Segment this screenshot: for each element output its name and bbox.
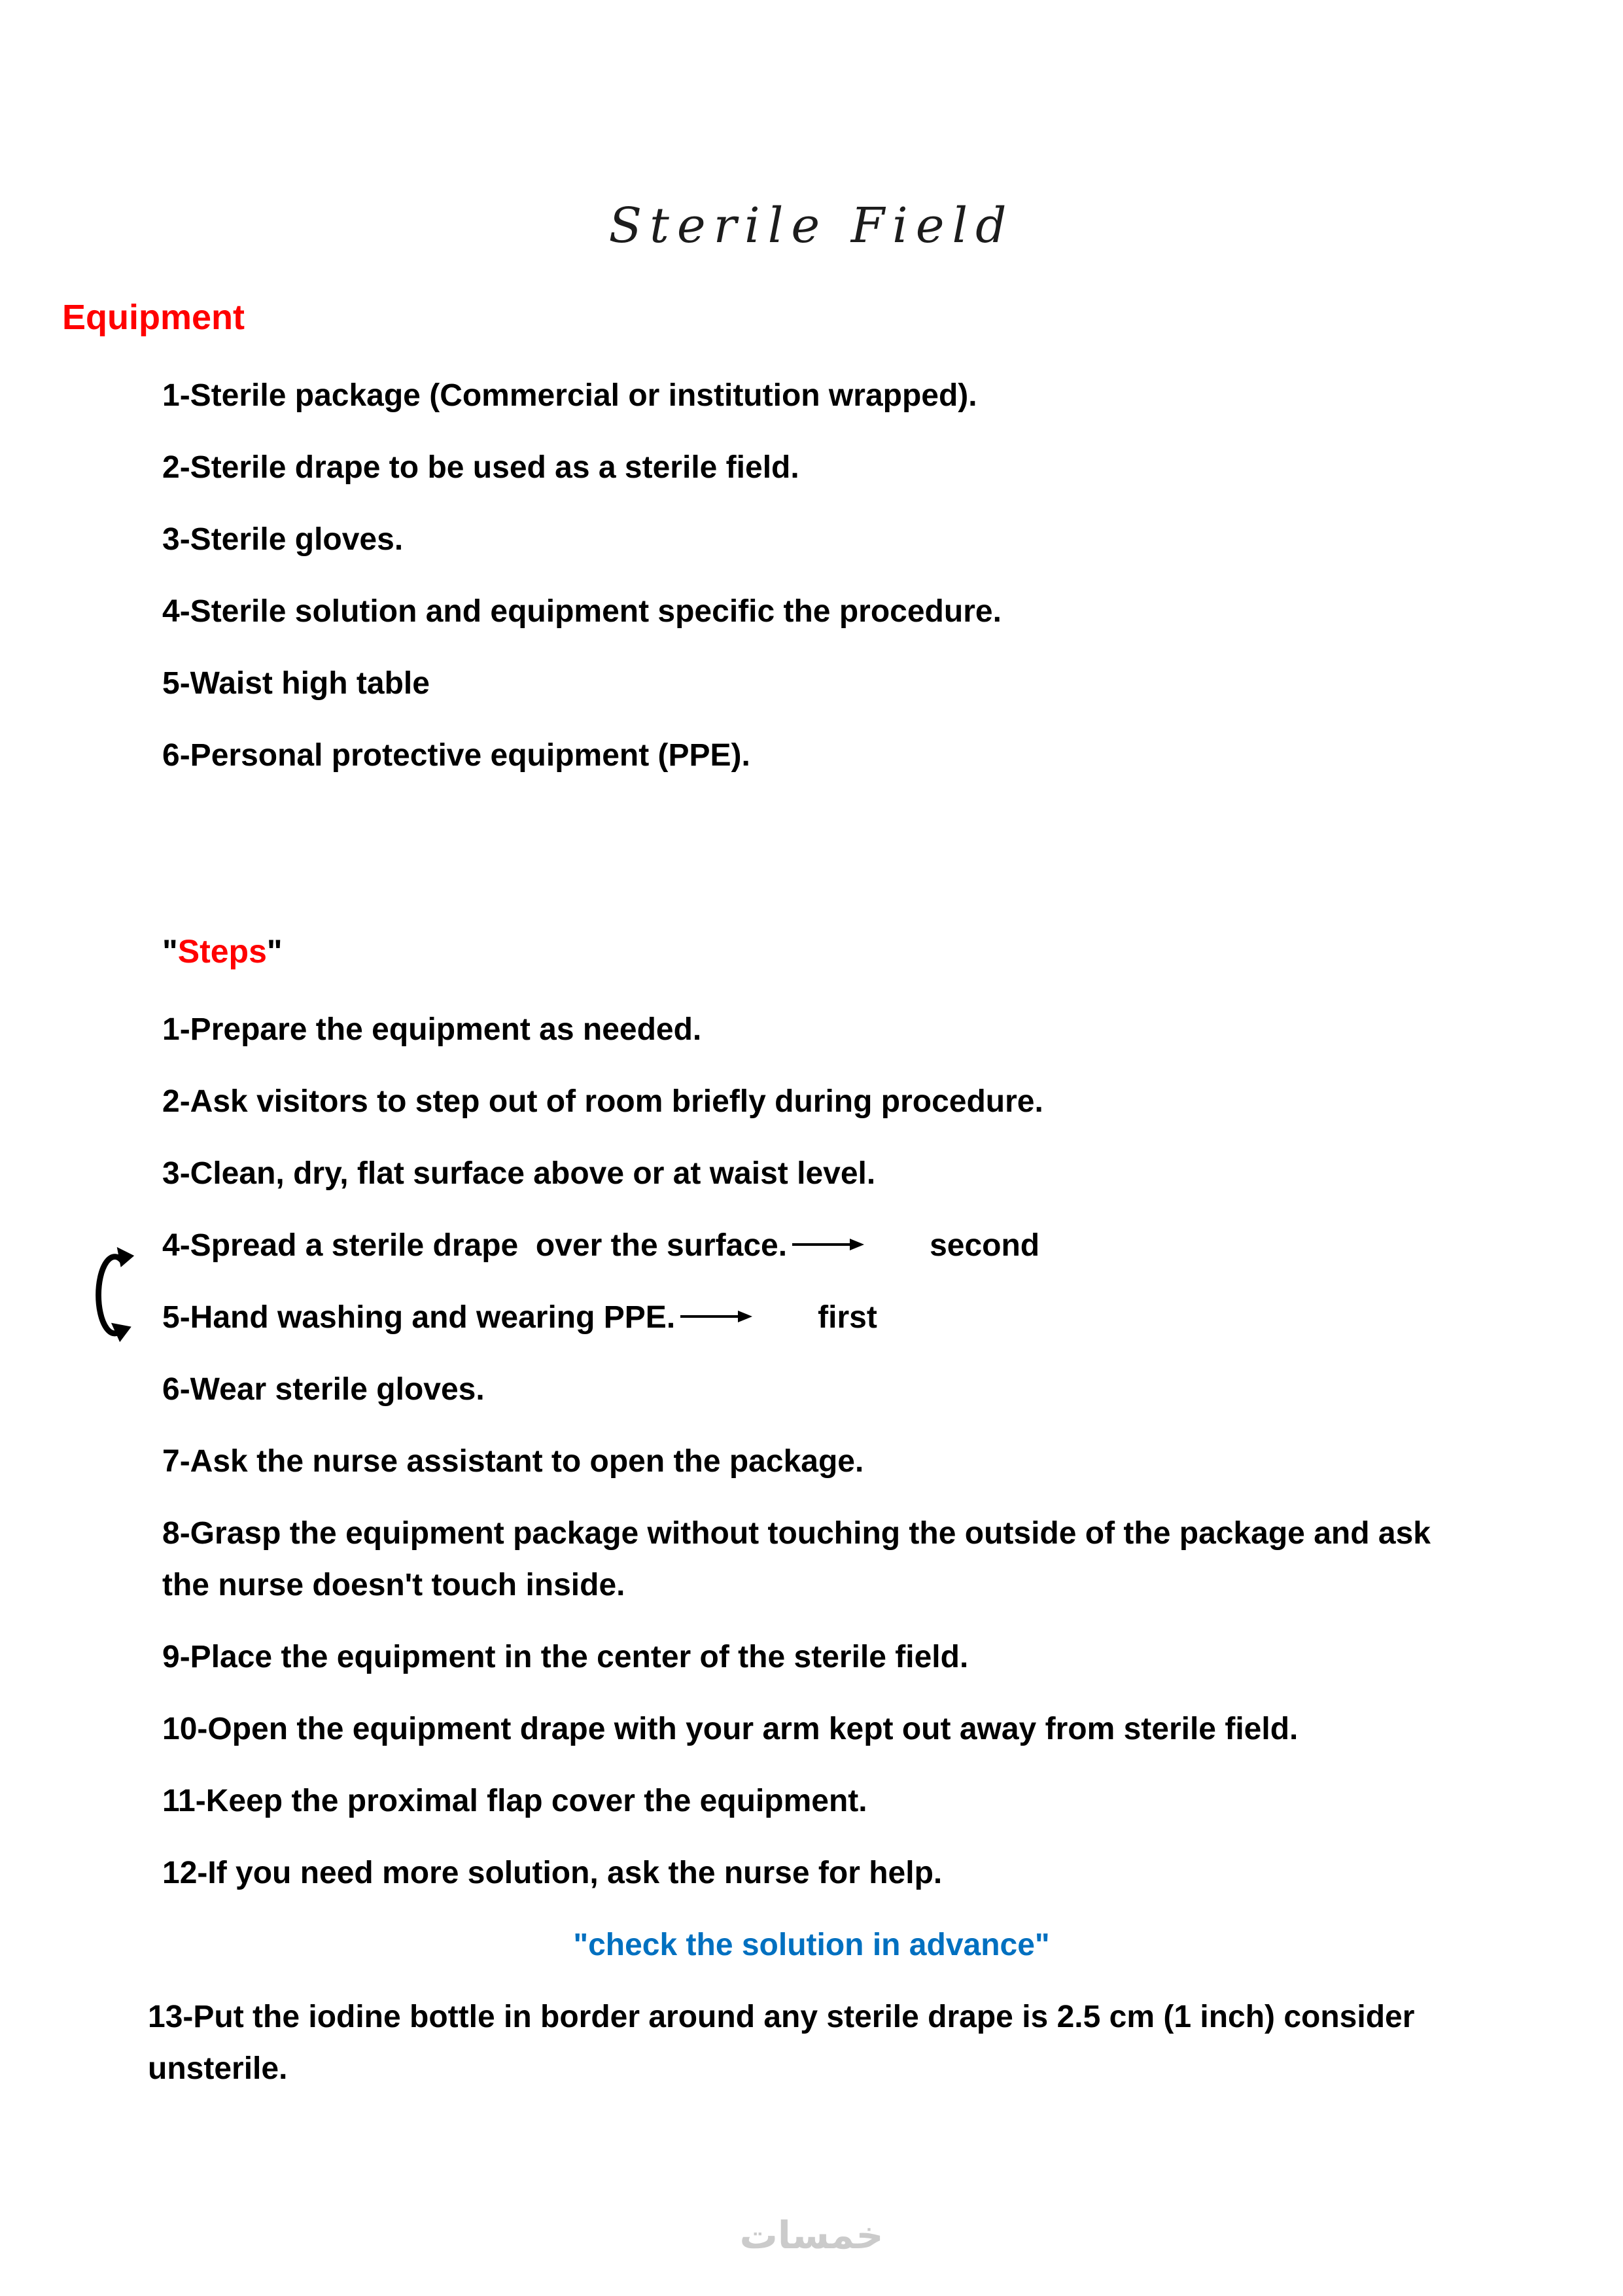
step-item [162,1220,1444,1271]
step-annotation: first [818,1300,877,1335]
solution-note: "check the solution in advance" [573,1928,1050,1962]
step-item: 6-Wear sterile gloves. [162,1372,485,1407]
equipment-item: 5-Waist high table [162,666,430,701]
equipment-item: 3-Sterile gloves. [162,522,404,557]
step-item: 1-Prepare the equipment as needed. [162,1012,702,1047]
step-item: 9-Place the equipment in the center of the sterile field. [162,1640,969,1674]
step-item: 12-If you need more solution, ask the nurse for help. [162,1856,943,1890]
watermark-text: خمسات [739,2213,884,2257]
right-arrow-icon [791,1236,864,1253]
equipment-item: 4-Sterile solution and equipment specific the procedure. [162,594,1002,629]
equipment-item: 6-Personal protective equipment (PPE). [162,738,750,773]
steps-heading [162,928,1623,974]
step-item: 2-Ask visitors to step out of room briefly during procedure. [162,1084,1043,1119]
step-item: 11-Keep the proximal flap cover the equipment. [162,1784,867,1818]
step-annotation: second [930,1228,1040,1263]
step-item: 10-Open the equipment drape with your arm kept out away from sterile field. [162,1712,1299,1746]
equipment-heading: Equipment [62,298,245,337]
page-title: Sterile Field [608,198,1015,254]
equipment-list [162,370,1444,781]
right-arrow-icon [679,1308,752,1325]
steps-heading-label: Steps [177,933,267,970]
step-item: 13-Put the iodine bottle in border around any sterile drape is 2.5 cm (1 inch) consider unsterile. [148,2000,1415,2086]
swap-cycle-icon [80,1239,138,1352]
steps-heading-open-quote: " [162,933,178,970]
equipment-item: 1-Sterile package (Commercial or institution wrapped). [162,378,977,413]
step-item: 7-Ask the nurse assistant to open the package. [162,1444,864,1479]
step-text: 4-Spread a sterile drape over the surface. [162,1228,788,1263]
equipment-item: 2-Sterile drape to be used as a sterile field. [162,450,799,485]
step-item-13-wrap [148,1991,1450,2094]
step-item: 8-Grasp the equipment package without touching the outside of the package and ask the nurse doesn't touch inside. [162,1516,1431,1602]
steps-swap-group [162,1220,1444,1343]
step-item: 3-Clean, dry, flat surface above or at waist level. [162,1156,876,1191]
steps-heading-close-quote: " [266,933,283,970]
step-item [162,1292,1444,1343]
step-text: 5-Hand washing and wearing PPE. [162,1300,676,1335]
steps-list [162,1004,1444,1899]
